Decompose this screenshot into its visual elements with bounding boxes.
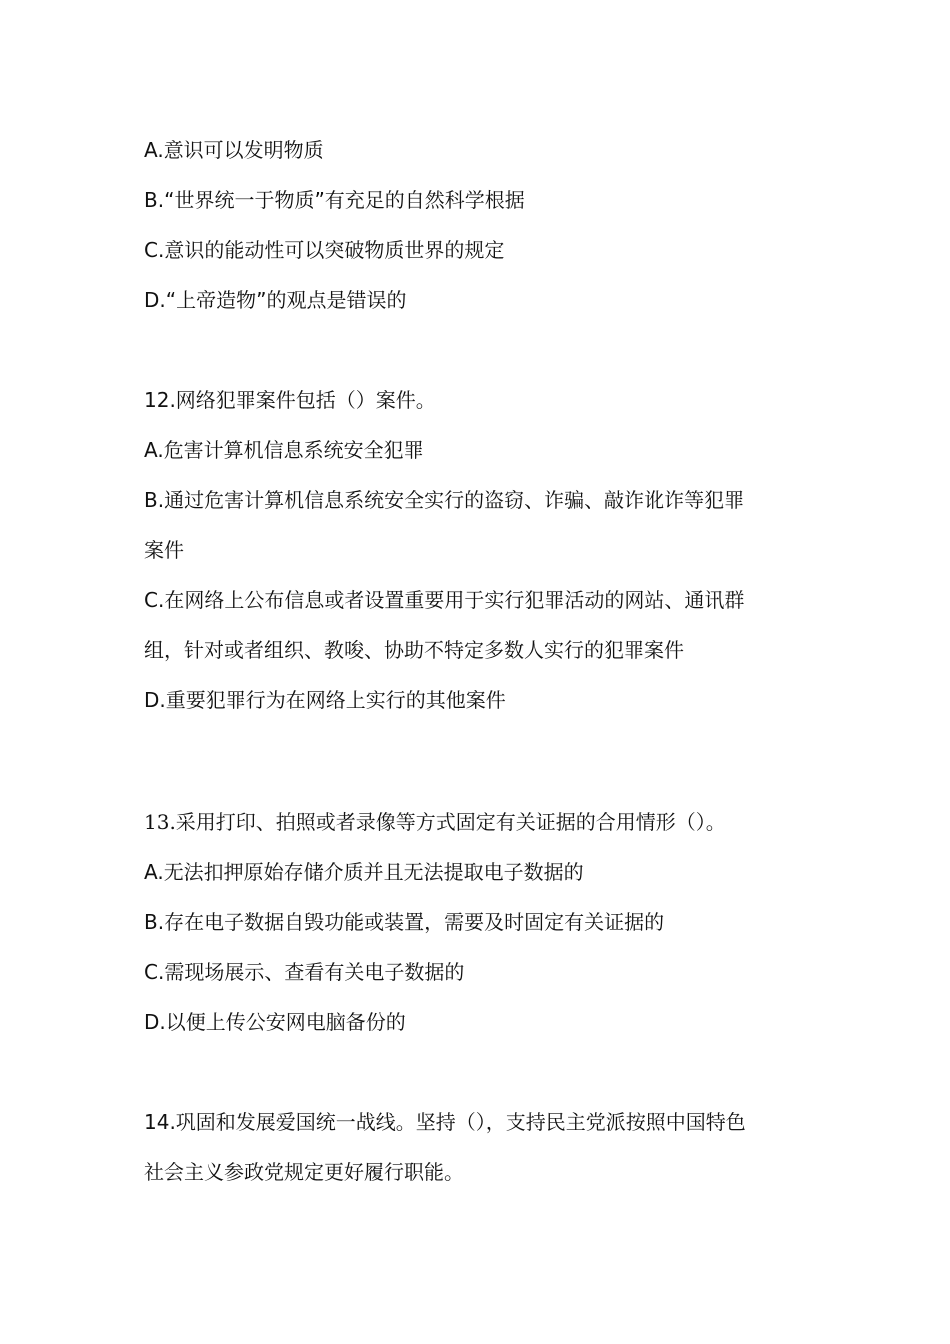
q11-option-a: A.意识可以发明物质 [144,138,324,162]
q13-option-d: D.以便上传公安网电脑备份的 [144,1010,406,1034]
q13-option-c: C.需现场展示、查看有关电子数据的 [144,960,465,984]
q12-option-b-cont: 案件 [144,538,184,562]
q12-option-d: D.重要犯罪行为在网络上实行的其他案件 [144,688,506,712]
q13-option-a: A.无法扣押原始存储介质并且无法提取电子数据的 [144,860,584,884]
q13-option-b: B.存在电子数据自毁功能或装置，需要及时固定有关证据的 [144,910,665,934]
q14-question-line-2: 社会主义参政党规定更好履行职能。 [144,1160,464,1184]
q14-question-line-1: 14.巩固和发展爱国统一战线。坚持（），支持民主党派按照中国特色 [144,1110,746,1134]
q13-question: 13.采用打印、拍照或者录像等方式固定有关证据的合用情形（）。 [144,810,726,834]
q11-option-b: B.“世界统一于物质”有充足的自然科学根据 [144,188,525,212]
q12-question: 12.网络犯罪案件包括（）案件。 [144,388,436,412]
q12-option-c: C.在网络上公布信息或者设置重要用于实行犯罪活动的网站、通讯群 [144,588,745,612]
q11-option-d: D.“上帝造物”的观点是错误的 [144,288,407,312]
q12-option-b: B.通过危害计算机信息系统安全实行的盗窃、诈骗、敲诈讹诈等犯罪 [144,488,745,512]
q12-option-a: A.危害计算机信息系统安全犯罪 [144,438,424,462]
q11-option-c: C.意识的能动性可以突破物质世界的规定 [144,238,505,262]
q12-option-c-cont: 组，针对或者组织、教唆、协助不特定多数人实行的犯罪案件 [144,638,684,662]
